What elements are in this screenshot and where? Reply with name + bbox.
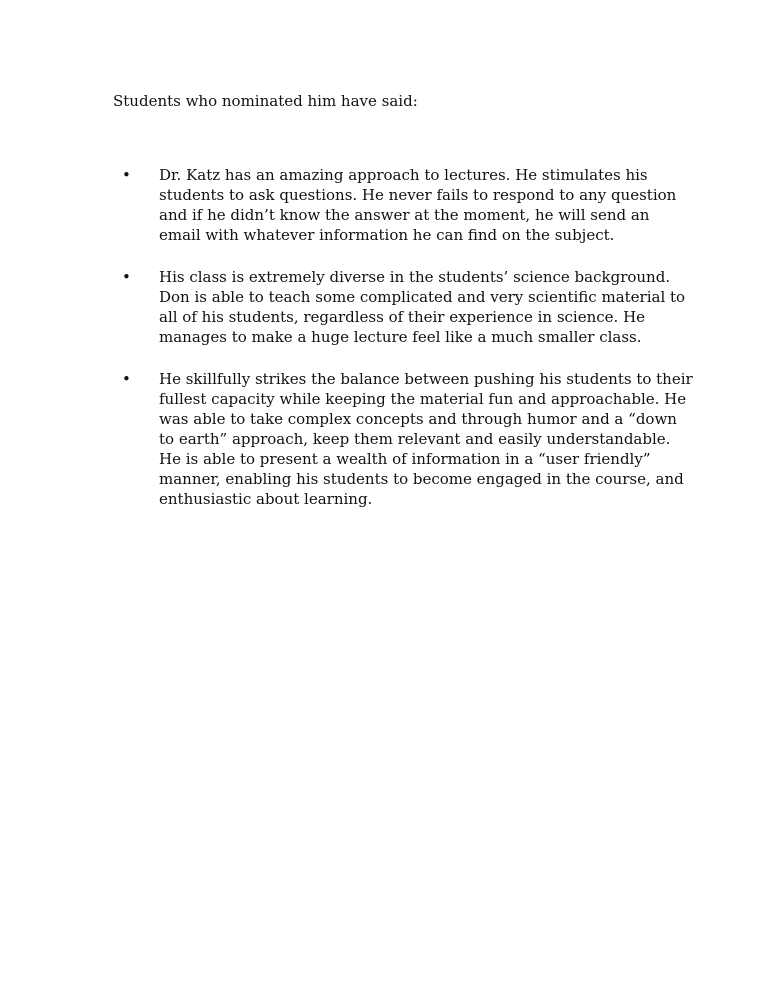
quote-item [113, 369, 693, 509]
intro-text: Students who nominated him have said: [113, 92, 418, 110]
quote-item [113, 267, 693, 347]
quote-text: His class is extremely diverse in the students’ science background. Don is able to teach some complicated and very scientific material to all of his students, regardless of their experience in science. He manages to make a huge lecture feel like a much smaller class. [159, 268, 686, 346]
bullet-icon: • [122, 166, 131, 184]
bullet-icon: • [122, 370, 131, 388]
quote-text: Dr. Katz has an amazing approach to lectures. He stimulates his students to ask questions. He never fails to respond to any question and if he didn’t know the answer at the moment, he will send an email with whatever information he can find on the subject. [159, 166, 677, 244]
quote-list [113, 165, 693, 531]
quote-item [113, 165, 693, 245]
bullet-icon: • [122, 268, 131, 286]
quote-text: He skillfully strikes the balance between pushing his students to their fullest capacity while keeping the material fun and approachable. He was able to take complex concepts and through humor and a “down to earth” approach, keep them relevant and easily understandable. He is able to present a wealth of information in a “user friendly” manner, enabling his students to become engaged in the course, and enthusiastic about learning. [159, 370, 693, 508]
